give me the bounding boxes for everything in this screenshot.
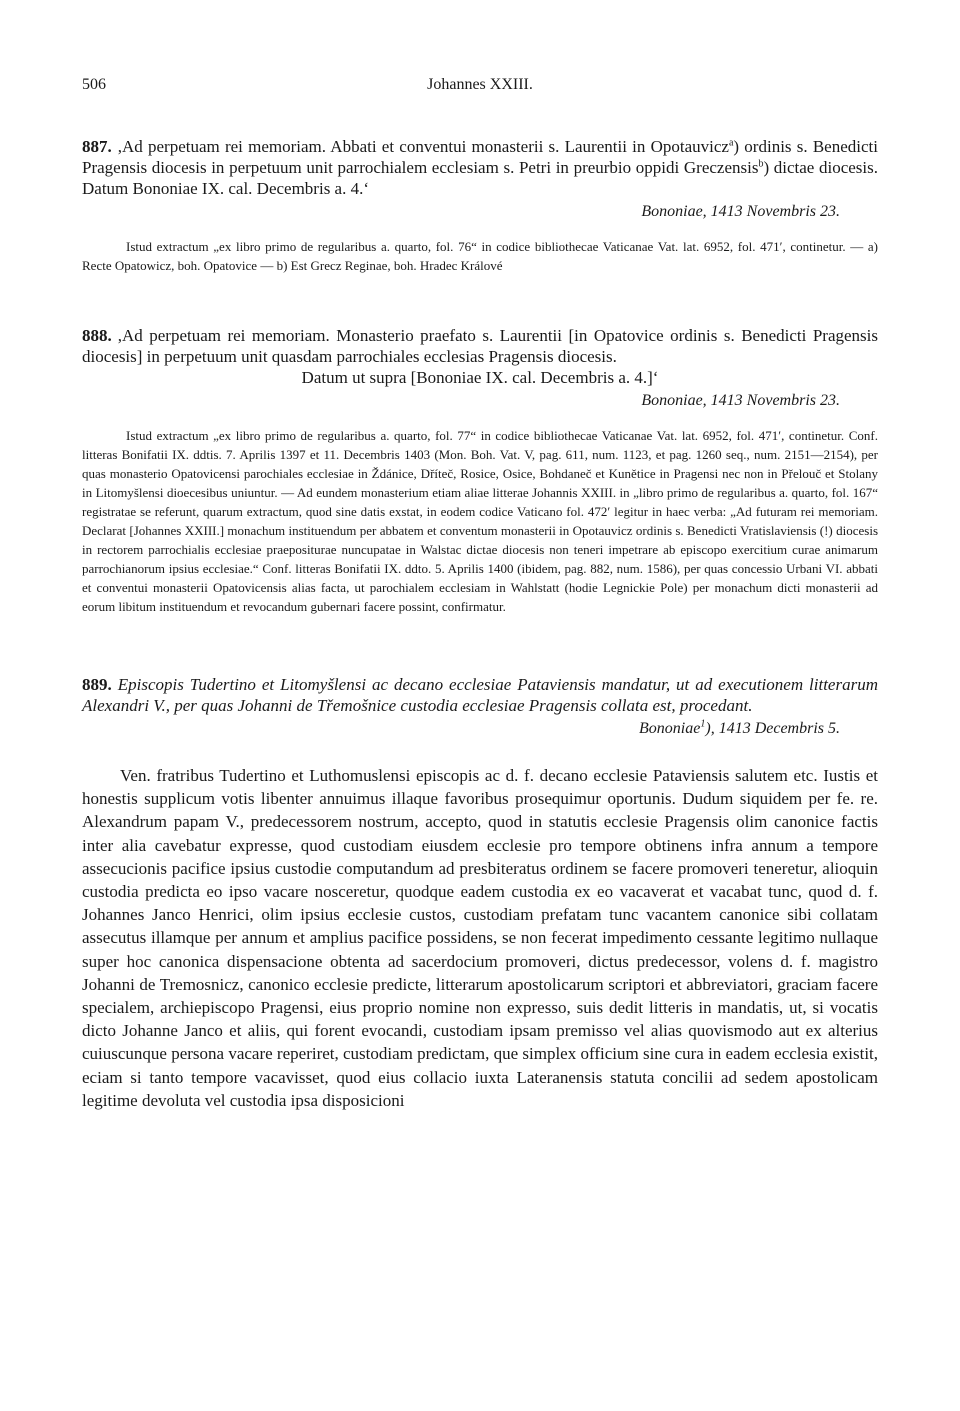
regest-head — [82, 325, 878, 367]
regest-text: ) ordinis s. Benedicti Pragensis diocesis in perpetuum unit parrochialem ecclesiam s. Petri in preurbio oppidi Greczensis — [82, 137, 878, 177]
regest-text: ,Ad perpetuam rei memoriam. Monasterio praefato s. Laurentii [in Opatovice ordinis s. Benedicti Pragensis diocesis] in perpetuum unit quasdam parrochiales ecclesias Pragensis diocesis. — [82, 326, 878, 366]
regest-title: Episcopis Tudertino et Litomyšlensi ac decano ecclesiae Pataviensis mandatur, ut ad executionem litterarum Alexandri V., per quas Johanni de Třemošnice custodia ecclesiae Pragensis collata est, procedant. — [82, 675, 878, 715]
running-title: Johannes XXIII. — [427, 76, 533, 93]
regest-note: Istud extractum „ex libro primo de regularibus a. quarto, fol. 77“ in codice bibliothecae Vaticanae Vat. lat. 6952, fol. 471′, continetur. Conf. litteras Bonifatii IX. ddtis. 7. Aprilis 1397 et 11. Decembris 1403 (Mon. Boh. Vat. V, pag. 611, num. 1123, et pag. 1260 seq., num. 2151—2154), per quas monasterio Opatovicensi parochiales ecclesiae in Ždánice, Dříteč, Rosice, Osice, Bohdaneč et Kunětice in Pragensi nec non in Přelouč et Stolany in Litomyšlensi dioecesibus uniuntur. — Ad eundem monasterium etiam aliae litterae Johannis XXIII. in „libro primo de regularibus a. quarto, fol. 167“ registratae se referunt, quarum extractum, quod sine datis exstat, in eodem codice Vaticano fol. 472′ legitur in haec verba: „Ad futuram rei memoriam. Declarat [Johannes XXIII.] monachum instituendum per abbatem et conventum monasterii in Opotauvicz ordinis s. Benedicti Vratislaviensis (!) diocesis in rectorem parrochialis ecclesiae praepositurae nuncupatae in Walstac dictae diocesis non teneri impetrare ab episcopo exercitium curae animarum parrochianorum ipsius ecclesiae.“ Conf. litteras Bonifatii IX. ddto. 5. Aprilis 1400 (ibidem, pag. 882, num. 1586), per quas concessio Urbani VI. abbati et conventui monasterii Opatovicensis alias facta, ut parochialem ecclesiam in Wahlstatt (hodie Legnickie Pole) per monachum dicti monasterii ad eorum libitum instituendum et revocandum gubernari facere possint, confirmatur. — [82, 428, 878, 614]
regest-date: Bononiae, 1413 Novembris 23. — [641, 203, 840, 220]
regest-number: 887. — [82, 137, 112, 156]
document-page — [82, 70, 878, 1112]
regest-889 — [82, 674, 878, 1112]
page-header — [82, 70, 878, 100]
footnote-marker: a — [728, 137, 734, 149]
footnote-marker: b — [758, 158, 764, 170]
regest-head — [82, 136, 878, 199]
date-rest: ), 1413 Decembris 5. — [705, 720, 840, 737]
regest-887 — [82, 136, 878, 275]
regest-number: 888. — [82, 326, 112, 345]
regest-date — [82, 718, 878, 740]
footnote-marker: 1 — [700, 718, 706, 730]
regest-note: Istud extractum „ex libro primo de regularibus a. quarto, fol. 76“ in codice bibliothecae Vaticanae Vat. lat. 6952, fol. 471′, continetur. — a) Recte Opatowicz, boh. Opatovice — b) Est Grecz Reginae, boh. Hradec Králové — [82, 239, 878, 273]
regest-datum: Datum ut supra [Bononiae IX. cal. Decembris a. 4.]‘ — [301, 368, 659, 387]
page-number: 506 — [82, 76, 106, 93]
regest-head — [82, 674, 878, 716]
regest-text: ,Ad perpetuam rei memoriam. Abbati et conventui monasterii s. Laurentii in Opotauvicz — [117, 137, 729, 156]
letter-body: Ven. fratribus Tudertino et Luthomuslensi episcopis ac d. f. decano ecclesie Pataviensis salutem etc. Iustis et honestis supplicum votis libenter annuimus illaque favoribus prosequimur oportunis. Dudum siquidem per fe. re. Alexandrum papam V., predecessorem nostrum, accepto, quod in statutis ecclesie Pragensis olim canonice factis inter alia cavebatur expresse, quod custodiam eiusdem ecclesie pro tempore obtinens infra annum a tempore assecucionis pacifice ipsius custodie computandum ad presbiteratus ordinem se facere promoveri teneretur, alioquin custodia predicta eo ipso vacare nosceretur, quodque eadem custodia ex eo vacaverat et vacabat tunc, quod d. f. Johannes Janco Henrici, olim ipsius ecclesie custos, custodiam prefatam tunc vacantem canonice sibi collatam assecutus illamque per annum et amplius pacifice possidens, se non fecerat impedimento cessante legitimo nullaque super hoc canonica dispensacione obtenta ad sacerdocium promoveri, dictus predecessor, volens d. f. magistro Johanni de Tremosnicz, canonico ecclesie predicte, litterarum apostolicarum scriptori et abbreviatori, graciam facere specialem, archiepiscopo Pragensi, eius proprio nomine non expresso, suis dedit litteris in mandatis, ut, si vocatis dicto Johanne Janco et aliis, qui forent evocandi, custodiam ipsam premisso vel alias quovismodo aut ex alterius cuiuscunque persona vacare reperiret, custodiam predictam, que simplex officium sine cura in eadem ecclesia existit, eciam si tanto tempore vacavisset, quod eius collacio iuxta Lateranensis statuta concilii ad sedem apostolicam legitime devoluta vel custodia ipsa disposicioni — [82, 766, 879, 1110]
regest-number: 889. — [82, 675, 112, 694]
regest-text: ) dictae diocesis. Datum Bononiae IX. cal. Decembris a. 4.‘ — [82, 158, 878, 198]
regest-888 — [82, 325, 878, 616]
regest-date: Bononiae, 1413 Novembris 23. — [641, 392, 840, 409]
date-place: Bononiae — [639, 720, 701, 737]
